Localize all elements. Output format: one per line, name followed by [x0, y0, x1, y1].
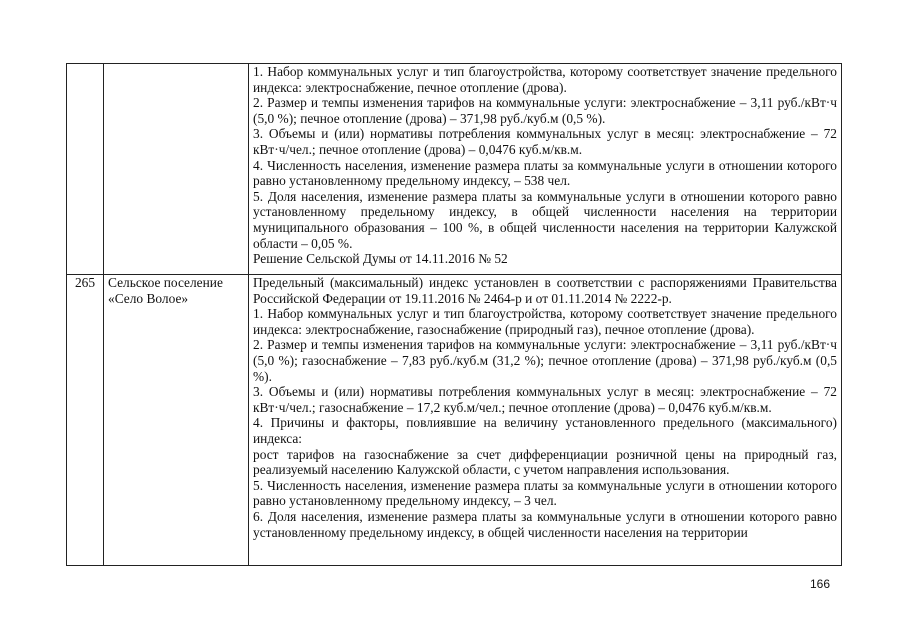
row-number [67, 64, 104, 275]
page-number: 166 [810, 577, 831, 591]
indices-table [66, 63, 842, 566]
settlement-name [104, 64, 249, 275]
paragraph: 4. Причины и факторы, повлиявшие на величину установленного предельного (максимального) индекса: [253, 415, 837, 446]
paragraph: 3. Объемы и (или) нормативы потребления коммунальных услуг в месяц: электроснабжение – 72 кВт·ч/чел.; газоснабжение – 17,2 куб.м/чел.; печное отопление (дрова) – 0,0476 куб.м/кв.м. [253, 384, 837, 415]
paragraph: 1. Набор коммунальных услуг и тип благоустройства, которому соответствует значение предельного индекса: электроснабжение, газоснабжение (природный газ), печное отопление (дрова). [253, 306, 837, 337]
paragraph: 1. Набор коммунальных услуг и тип благоустройства, которому соответствует значение предельного индекса: электроснабжение, печное отопление (дрова). [253, 64, 837, 95]
paragraph: Предельный (максимальный) индекс установлен в соответствии с распоряжениями Правительства Российской Федерации от 19.11.2016 № 2464-р и от 01.11.2014 № 2222-р. [253, 275, 837, 306]
paragraph: 5. Численность населения, изменение размера платы за коммунальные услуги в отношении которого равно установленному предельному индексу, – 3 чел. [253, 477, 837, 509]
paragraph: 5. Доля населения, изменение размера платы за коммунальные услуги в отношении которого равно установленному предельному индексу, в общей численности населения на территории муниципального образования – 100 %, в общей численности населения на территории Калужской области – 0,05 %. [253, 188, 837, 251]
table-row [67, 64, 842, 275]
decision-reference: Решение Сельской Думы от 14.11.2016 № 52 [253, 251, 508, 267]
settlement-name: Сельское поселение «Село Волое» [104, 275, 249, 566]
paragraph: 3. Объемы и (или) нормативы потребления коммунальных услуг в месяц: электроснабжение – 72 кВт·ч/чел.; печное отопление (дрова) – 0,0476 куб.м/кв.м. [253, 126, 837, 157]
paragraph: 4. Численность населения, изменение размера платы за коммунальные услуги в отношении которого равно установленному предельному индексу, – 538 чел. [253, 157, 837, 189]
index-description [249, 64, 842, 275]
paragraph: 2. Размер и темпы изменения тарифов на коммунальные услуги: электроснабжение – 3,11 руб./кВт·ч (5,0 %); печное отопление (дрова) – 371,98 руб./куб.м (0,5 %). [253, 95, 837, 126]
index-description [249, 275, 842, 566]
row-number: 265 [67, 275, 104, 566]
paragraph: 6. Доля населения, изменение размера платы за коммунальные услуги в отношении которого равно установленному предельному индексу, в общей численности населения на территории [253, 508, 837, 540]
paragraph: 2. Размер и темпы изменения тарифов на коммунальные услуги: электроснабжение – 3,11 руб./кВт·ч (5,0 %); газоснабжение – 7,83 руб./куб.м (31,2 %); печное отопление (дрова) – 371,98 руб./куб.м (0,5 %). [253, 337, 837, 384]
paragraph: рост тарифов на газоснабжение за счет дифференциации розничной цены на природный газ, реализуемый населению Калужской области, с учетом направления использования. [253, 446, 837, 478]
table-row [67, 275, 842, 566]
